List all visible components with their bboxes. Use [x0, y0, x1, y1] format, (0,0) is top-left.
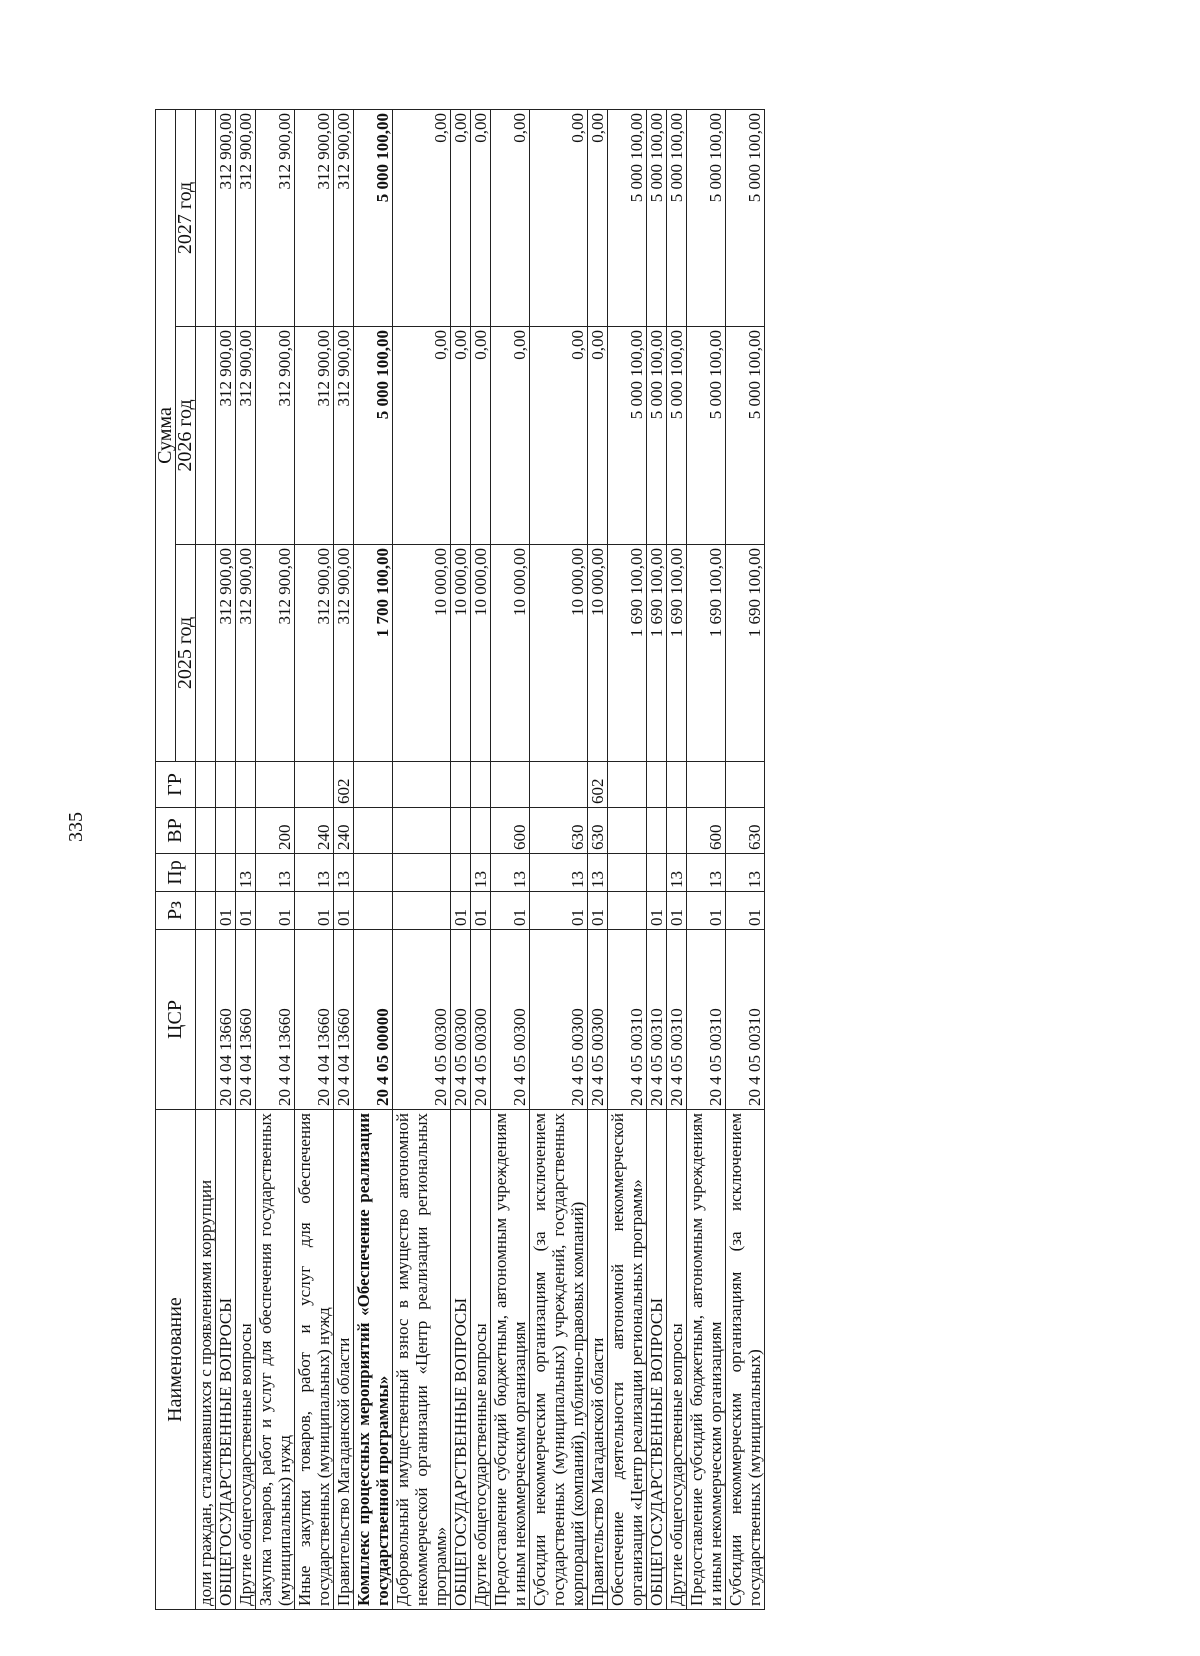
cell-y2026: 5 000 100,00 — [354, 327, 393, 545]
cell-rz: 01 — [334, 892, 354, 930]
cell-vr: 630 — [588, 808, 608, 854]
cell-vr: 630 — [530, 808, 588, 854]
cell-rz: 01 — [236, 892, 256, 930]
header-rz: Рз — [156, 892, 196, 930]
cell-csr: 20 4 05 00300 — [491, 930, 530, 1110]
cell-gr — [451, 762, 471, 808]
cell-pr: 13 — [236, 854, 256, 892]
cell-name: Субсидии некоммерческим организациям (за исключением государственных (муниципальных) — [726, 1110, 765, 1610]
cell-y2026: 312 900,00 — [295, 327, 334, 545]
cell-rz: 01 — [588, 892, 608, 930]
cell-pr: 13 — [667, 854, 687, 892]
cell-name: Правительство Магаданской области — [334, 1110, 354, 1610]
table-row — [687, 109, 726, 1609]
cell-name: ОБЩЕГОСУДАРСТВЕННЫЕ ВОПРОСЫ — [451, 1110, 471, 1610]
table-row — [588, 109, 608, 1609]
cell-y2025: 10 000,00 — [588, 545, 608, 762]
cell-vr: 240 — [295, 808, 334, 854]
header-sum: Сумма — [156, 109, 176, 761]
cell-rz: 01 — [256, 892, 295, 930]
cell-csr: 20 4 04 13660 — [334, 930, 354, 1110]
cell-y2026: 0,00 — [471, 327, 491, 545]
cell-pr: 13 — [491, 854, 530, 892]
cell-name: Комплекс процессных мероприятий «Обеспечение реализации государственной программы» — [354, 1110, 393, 1610]
cell-vr — [451, 808, 471, 854]
cell-pr: 13 — [726, 854, 765, 892]
cell-gr — [471, 762, 491, 808]
cell-pr — [354, 854, 393, 892]
table-row — [354, 109, 393, 1609]
cell-y2027: 0,00 — [491, 109, 530, 326]
table-header — [156, 109, 196, 1609]
cell-csr — [196, 930, 216, 1110]
cell-rz: 01 — [451, 892, 471, 930]
cell-pr — [196, 854, 216, 892]
cell-y2027: 5 000 100,00 — [726, 109, 765, 326]
cell-gr — [687, 762, 726, 808]
header-csr: ЦСР — [156, 930, 196, 1110]
cell-gr — [256, 762, 295, 808]
cell-pr: 13 — [530, 854, 588, 892]
header-2027: 2027 год — [176, 109, 196, 326]
cell-y2027: 312 900,00 — [236, 109, 256, 326]
table-row — [491, 109, 530, 1609]
cell-vr: 600 — [491, 808, 530, 854]
cell-y2027: 5 000 100,00 — [687, 109, 726, 326]
cell-y2026: 0,00 — [393, 327, 451, 545]
cell-gr — [393, 762, 451, 808]
cell-y2025: 10 000,00 — [530, 545, 588, 762]
cell-pr — [216, 854, 236, 892]
cell-rz: 01 — [687, 892, 726, 930]
header-2025: 2025 год — [176, 545, 196, 762]
cell-pr — [608, 854, 647, 892]
cell-y2026: 312 900,00 — [256, 327, 295, 545]
cell-y2025 — [196, 545, 216, 762]
cell-y2027: 0,00 — [471, 109, 491, 326]
cell-csr: 20 4 05 00310 — [687, 930, 726, 1110]
cell-y2027: 5 000 100,00 — [354, 109, 393, 326]
cell-rz: 01 — [647, 892, 667, 930]
cell-y2025: 10 000,00 — [471, 545, 491, 762]
cell-y2025: 10 000,00 — [451, 545, 471, 762]
table-row — [530, 109, 588, 1609]
cell-gr — [667, 762, 687, 808]
cell-y2025: 1 690 100,00 — [667, 545, 687, 762]
cell-y2026: 0,00 — [530, 327, 588, 545]
cell-y2025: 10 000,00 — [393, 545, 451, 762]
cell-name: доли граждан, сталкивавшихся с проявлениями коррупции — [196, 1110, 216, 1610]
cell-y2025: 312 900,00 — [236, 545, 256, 762]
cell-vr: 600 — [687, 808, 726, 854]
cell-pr: 13 — [334, 854, 354, 892]
cell-gr — [354, 762, 393, 808]
cell-gr — [491, 762, 530, 808]
cell-vr — [471, 808, 491, 854]
cell-pr: 13 — [687, 854, 726, 892]
header-gr: ГР — [156, 762, 196, 808]
cell-rz: 01 — [667, 892, 687, 930]
cell-y2025: 10 000,00 — [491, 545, 530, 762]
table-row — [256, 109, 295, 1609]
cell-y2025: 312 900,00 — [256, 545, 295, 762]
cell-rz — [608, 892, 647, 930]
cell-name: ОБЩЕГОСУДАРСТВЕННЫЕ ВОПРОСЫ — [216, 1110, 236, 1610]
cell-y2026: 5 000 100,00 — [647, 327, 667, 545]
cell-pr: 13 — [588, 854, 608, 892]
cell-y2026: 312 900,00 — [236, 327, 256, 545]
table-body — [196, 109, 765, 1609]
cell-y2025: 1 690 100,00 — [726, 545, 765, 762]
cell-csr: 20 4 05 00300 — [393, 930, 451, 1110]
cell-rz: 01 — [295, 892, 334, 930]
table-row — [471, 109, 491, 1609]
cell-pr — [647, 854, 667, 892]
cell-vr — [393, 808, 451, 854]
cell-gr: 602 — [588, 762, 608, 808]
cell-y2027: 312 900,00 — [216, 109, 236, 326]
cell-gr — [236, 762, 256, 808]
cell-y2027: 312 900,00 — [334, 109, 354, 326]
cell-name: Правительство Магаданской области — [588, 1110, 608, 1610]
cell-y2025: 1 690 100,00 — [687, 545, 726, 762]
cell-name: Иные закупки товаров, работ и услуг для обеспечения государственных (муниципальных) нужд — [295, 1110, 334, 1610]
cell-csr: 20 4 04 13660 — [216, 930, 236, 1110]
cell-gr — [726, 762, 765, 808]
rotated-page — [155, 110, 765, 1610]
cell-csr: 20 4 04 13660 — [295, 930, 334, 1110]
cell-csr: 20 4 05 00300 — [471, 930, 491, 1110]
cell-y2027: 0,00 — [451, 109, 471, 326]
cell-y2026: 5 000 100,00 — [687, 327, 726, 545]
cell-pr — [393, 854, 451, 892]
cell-csr: 20 4 05 00310 — [726, 930, 765, 1110]
table-row — [236, 109, 256, 1609]
table-row — [196, 109, 216, 1609]
cell-y2027 — [196, 109, 216, 326]
header-pr: Пр — [156, 854, 196, 892]
cell-y2027: 0,00 — [530, 109, 588, 326]
cell-csr: 20 4 05 00300 — [451, 930, 471, 1110]
cell-name: Добровольный имущественный взнос в имущество автономной некоммерческой организации «Центр реализации региональных программ» — [393, 1110, 451, 1610]
cell-y2027: 5 000 100,00 — [667, 109, 687, 326]
cell-y2027: 5 000 100,00 — [608, 109, 647, 326]
table-row — [451, 109, 471, 1609]
cell-y2026 — [196, 327, 216, 545]
cell-name: Предоставление субсидий бюджетным, автономным учреждениям и иным некоммерческим организациям — [491, 1110, 530, 1610]
cell-gr — [647, 762, 667, 808]
cell-y2025: 312 900,00 — [334, 545, 354, 762]
table-row — [334, 109, 354, 1609]
cell-name: Субсидии некоммерческим организациям (за исключением государственных (муниципальных) учреждений, государственных корпораций (компаний), публично-правовых компаний) — [530, 1110, 588, 1610]
cell-vr — [647, 808, 667, 854]
cell-name: Другие общегосударственные вопросы — [667, 1110, 687, 1610]
cell-name: Другие общегосударственные вопросы — [471, 1110, 491, 1610]
cell-gr — [530, 762, 588, 808]
cell-y2025: 312 900,00 — [295, 545, 334, 762]
budget-table — [155, 109, 765, 1610]
cell-vr — [608, 808, 647, 854]
cell-vr — [667, 808, 687, 854]
header-vr: ВР — [156, 808, 196, 854]
cell-y2027: 312 900,00 — [256, 109, 295, 326]
cell-rz — [393, 892, 451, 930]
cell-csr: 20 4 05 00310 — [647, 930, 667, 1110]
table-row — [726, 109, 765, 1609]
cell-name: Предоставление субсидий бюджетным, автономным учреждениям и иным некоммерческим организациям — [687, 1110, 726, 1610]
cell-rz — [354, 892, 393, 930]
cell-pr: 13 — [295, 854, 334, 892]
cell-y2027: 0,00 — [588, 109, 608, 326]
cell-vr: 630 — [726, 808, 765, 854]
table-row — [295, 109, 334, 1609]
cell-y2025: 1 690 100,00 — [647, 545, 667, 762]
cell-name: Закупка товаров, работ и услуг для обеспечения государственных (муниципальных) нужд — [256, 1110, 295, 1610]
cell-csr: 20 4 05 00000 — [354, 930, 393, 1110]
cell-y2026: 312 900,00 — [334, 327, 354, 545]
cell-vr: 240 — [334, 808, 354, 854]
header-2026: 2026 год — [176, 327, 196, 545]
table-row — [667, 109, 687, 1609]
cell-pr: 13 — [256, 854, 295, 892]
cell-y2026: 5 000 100,00 — [667, 327, 687, 545]
cell-pr: 13 — [471, 854, 491, 892]
cell-y2027: 0,00 — [393, 109, 451, 326]
cell-vr — [236, 808, 256, 854]
cell-y2027: 312 900,00 — [295, 109, 334, 326]
cell-csr: 20 4 04 13660 — [236, 930, 256, 1110]
table-row — [216, 109, 236, 1609]
cell-name: ОБЩЕГОСУДАРСТВЕННЫЕ ВОПРОСЫ — [647, 1110, 667, 1610]
cell-rz: 01 — [216, 892, 236, 930]
cell-csr: 20 4 04 13660 — [256, 930, 295, 1110]
cell-rz: 01 — [530, 892, 588, 930]
cell-y2027: 5 000 100,00 — [647, 109, 667, 326]
cell-y2026: 0,00 — [491, 327, 530, 545]
table-row — [647, 109, 667, 1609]
cell-y2025: 1 700 100,00 — [354, 545, 393, 762]
cell-gr — [295, 762, 334, 808]
cell-csr: 20 4 05 00310 — [667, 930, 687, 1110]
cell-gr — [216, 762, 236, 808]
cell-gr — [196, 762, 216, 808]
cell-y2025: 1 690 100,00 — [608, 545, 647, 762]
cell-y2025: 312 900,00 — [216, 545, 236, 762]
cell-rz: 01 — [726, 892, 765, 930]
cell-rz: 01 — [471, 892, 491, 930]
cell-pr — [451, 854, 471, 892]
cell-y2026: 5 000 100,00 — [608, 327, 647, 545]
cell-gr: 602 — [334, 762, 354, 808]
table-row — [393, 109, 451, 1609]
cell-vr — [354, 808, 393, 854]
cell-csr: 20 4 05 00300 — [588, 930, 608, 1110]
cell-vr: 200 — [256, 808, 295, 854]
cell-vr — [196, 808, 216, 854]
cell-name: Обеспечение деятельности автономной некоммерческой организации «Центр реализации региональных программ» — [608, 1110, 647, 1610]
cell-vr — [216, 808, 236, 854]
cell-y2026: 0,00 — [588, 327, 608, 545]
cell-csr: 20 4 05 00310 — [608, 930, 647, 1110]
cell-rz: 01 — [491, 892, 530, 930]
cell-rz — [196, 892, 216, 930]
cell-csr: 20 4 05 00300 — [530, 930, 588, 1110]
header-name: Наименование — [156, 1110, 196, 1610]
cell-y2026: 0,00 — [451, 327, 471, 545]
cell-y2026: 5 000 100,00 — [726, 327, 765, 545]
cell-y2026: 312 900,00 — [216, 327, 236, 545]
table-row — [608, 109, 647, 1609]
page-number: 335 — [65, 812, 87, 842]
cell-gr — [608, 762, 647, 808]
cell-name: Другие общегосударственные вопросы — [236, 1110, 256, 1610]
